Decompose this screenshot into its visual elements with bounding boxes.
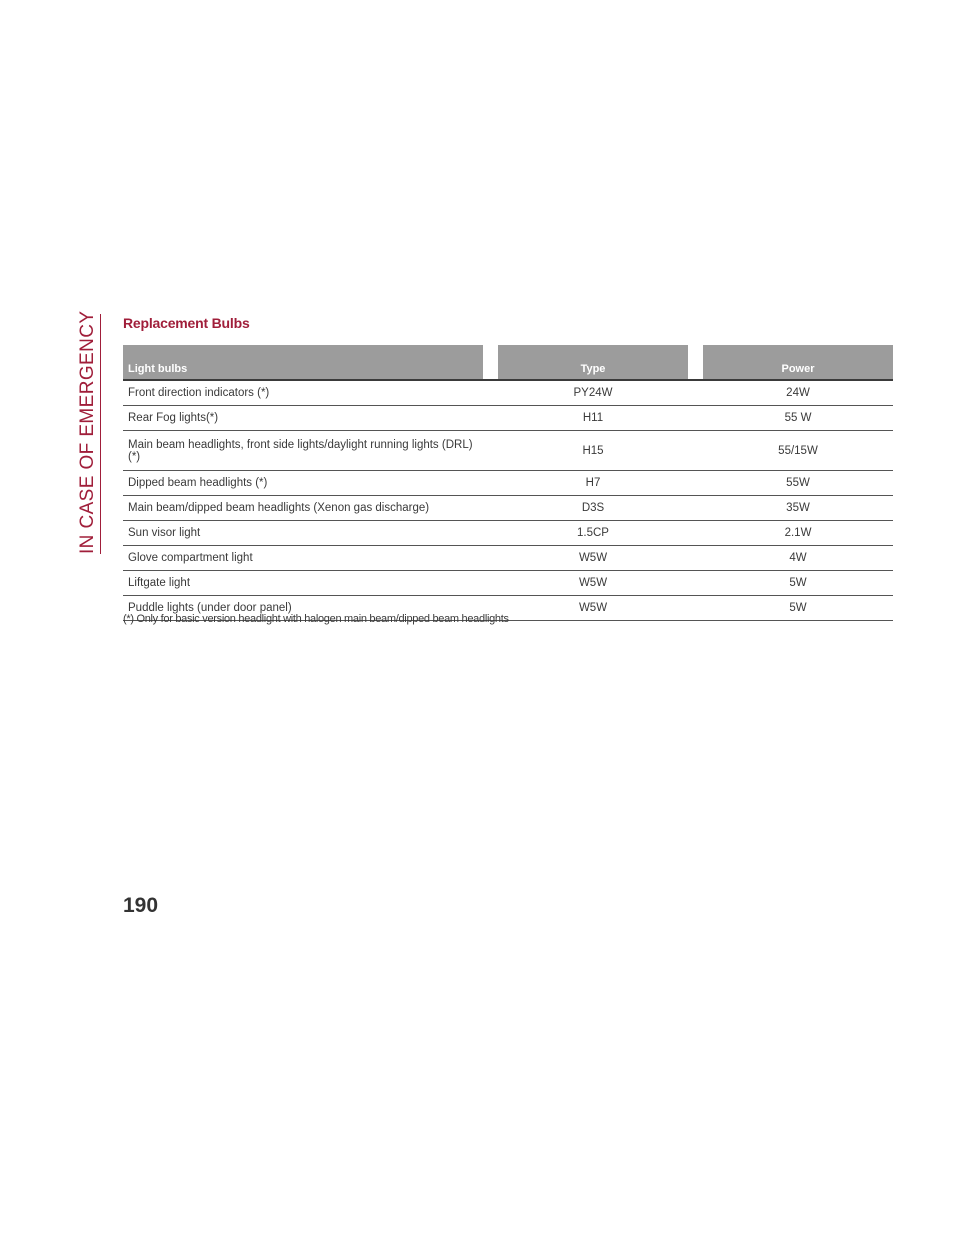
cell-power: 55 W <box>703 406 893 431</box>
cell-gap <box>483 546 498 571</box>
cell-gap <box>483 571 498 596</box>
cell-type: W5W <box>498 596 688 621</box>
header-gap <box>688 345 703 381</box>
header-gap <box>483 345 498 381</box>
cell-gap <box>688 521 703 546</box>
cell-power: 35W <box>703 496 893 521</box>
cell-light: Main beam/dipped beam headlights (Xenon gas discharge) <box>123 496 483 521</box>
section-title: Replacement Bulbs <box>123 315 250 331</box>
header-light-bulbs: Light bulbs <box>123 345 483 381</box>
cell-gap <box>688 596 703 621</box>
header-power: Power <box>703 345 893 381</box>
cell-light: Rear Fog lights(*) <box>123 406 483 431</box>
cell-light: Puddle lights (under door panel) <box>123 596 483 621</box>
chapter-title-text: IN CASE OF EMERGENCY <box>77 310 98 554</box>
cell-power: 5W <box>703 571 893 596</box>
cell-type: H15 <box>498 431 688 471</box>
table-row <box>123 471 893 496</box>
cell-light: Liftgate light <box>123 571 483 596</box>
cell-gap <box>483 496 498 521</box>
cell-power: 55/15W <box>703 431 893 471</box>
table-row <box>123 406 893 431</box>
cell-gap <box>688 571 703 596</box>
cell-gap <box>483 381 498 406</box>
cell-gap <box>688 406 703 431</box>
chapter-divider-line <box>100 314 101 554</box>
cell-type: H11 <box>498 406 688 431</box>
cell-gap <box>688 431 703 471</box>
cell-power: 4W <box>703 546 893 571</box>
replacement-bulbs-table <box>123 345 893 621</box>
cell-light: Dipped beam headlights (*) <box>123 471 483 496</box>
cell-gap <box>483 431 498 471</box>
cell-light: Sun visor light <box>123 521 483 546</box>
table-header-row <box>123 345 893 381</box>
cell-light: Main beam headlights, front side lights/daylight running lights (DRL) (*) <box>123 431 483 471</box>
cell-light: Glove compartment light <box>123 546 483 571</box>
cell-power: 2.1W <box>703 521 893 546</box>
cell-power: 24W <box>703 381 893 406</box>
cell-power: 5W <box>703 596 893 621</box>
cell-type: H7 <box>498 471 688 496</box>
table-row <box>123 521 893 546</box>
cell-gap <box>483 521 498 546</box>
cell-gap <box>688 471 703 496</box>
cell-type: 1.5CP <box>498 521 688 546</box>
cell-type: PY24W <box>498 381 688 406</box>
cell-gap <box>688 381 703 406</box>
table-footnote: (*) Only for basic version headlight with halogen main beam/dipped beam headlights <box>123 613 509 625</box>
cell-type: D3S <box>498 496 688 521</box>
table-row <box>123 496 893 521</box>
cell-power: 55W <box>703 471 893 496</box>
table-row <box>123 571 893 596</box>
cell-gap <box>688 546 703 571</box>
cell-gap <box>483 471 498 496</box>
page-number: 190 <box>123 894 159 917</box>
cell-gap <box>688 496 703 521</box>
cell-gap <box>483 406 498 431</box>
cell-type: W5W <box>498 546 688 571</box>
cell-light: Front direction indicators (*) <box>123 381 483 406</box>
table-row <box>123 546 893 571</box>
table-row <box>123 431 893 471</box>
cell-type: W5W <box>498 571 688 596</box>
header-type: Type <box>498 345 688 381</box>
table-row <box>123 381 893 406</box>
